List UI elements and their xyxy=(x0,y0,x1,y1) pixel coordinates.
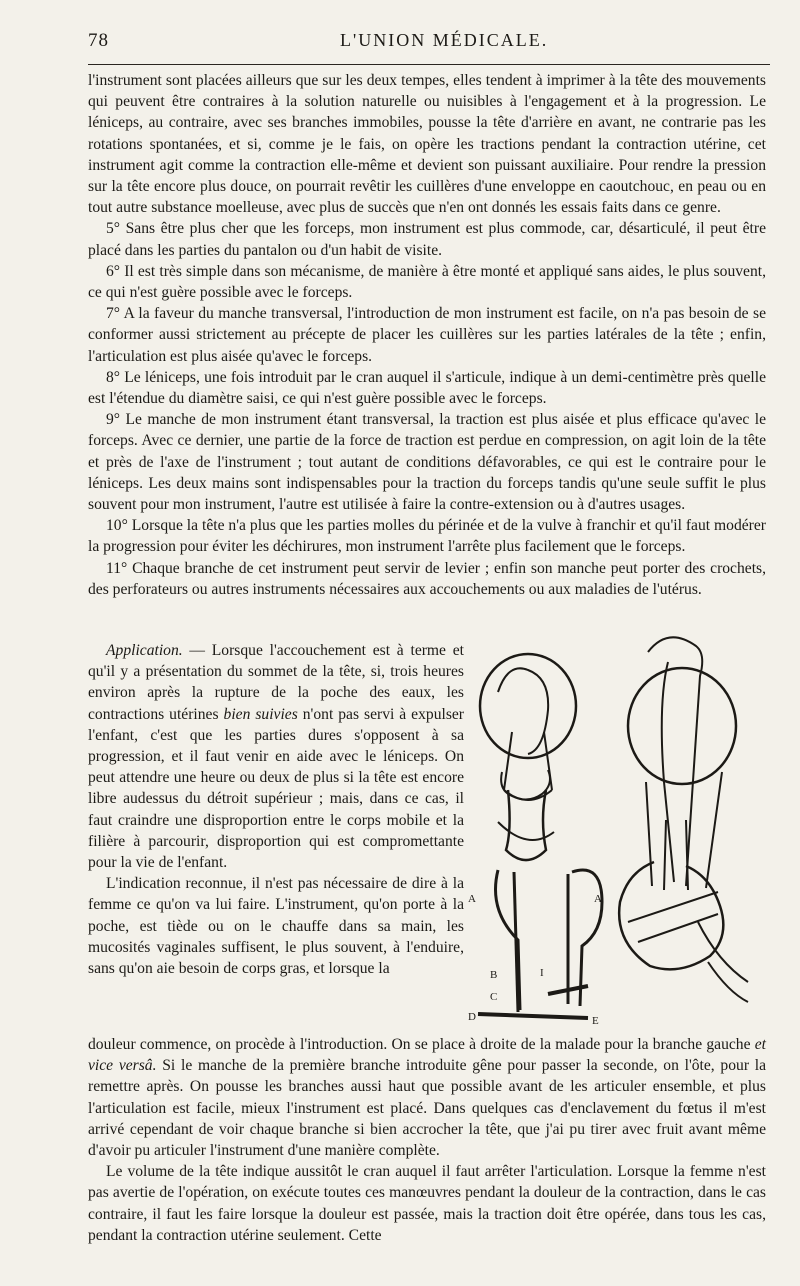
engraving xyxy=(478,637,748,1018)
paragraph: 7° A la faveur du manche transversal, l'introduction de mon instrument est facile, on n'a pas besoin de se conformer aussi strictement au précepte de placer les cuillères sur les parties latérales de la tête ; enfin, l'articulation est plus aisée qu'avec le forceps. xyxy=(88,305,766,365)
paragraph: Le volume de la tête indique aussitôt le cran auquel il faut arrêter l'articulation. Lorsque la femme n'est pas avertie de l'opération, on exécute toutes ces manœuvres pendant la douleur de la contraction, dans le cas contraire, il faut les faire lorsque la douleur est passée, mais la traction doit être opérée, dans tous les cas, pendant la contraction utérine seulement. Cette xyxy=(88,1163,766,1244)
header-rule xyxy=(88,64,770,65)
bottom-text-block xyxy=(88,1034,766,1246)
figure-label: C xyxy=(490,991,498,1003)
paragraph: 9° Le manche de mon instrument étant transversal, la traction est plus aisée et plus efficace qu'avec le forceps. Avec ce dernier, une partie de la force de traction est perdue en compression, on agit loin de la tête et près de l'axe de l'instrument ; tout autant de conditions défavorables, ce qui est le contraire pour le léniceps. Les deux mains sont indispensables pour la traction du forceps tandis qu'une seule suffit le plus souvent pour mon instrument, l'autre est utilisée à faire la contre-extension ou à d'autres usages. xyxy=(88,411,766,514)
emphasis: bien suivies xyxy=(223,705,298,723)
paragraph: l'instrument sont placées ailleurs que sur les deux tempes, elles tendent à imprimer à la tête des mouvements qui peuvent être contraires à la solution naturelle ou nuisibles à l'engagement et à la progression. Le léniceps, au contraire, avec ses branches immobiles, pousse la tête d'arrière en avant, ne contrarie pas les rotations spontanées, et si, comme je le fais, on opère les tractions pendant la contraction utérine, cet instrument agit comme la contraction elle-même et devient son puissant auxiliaire. Pour rendre la pression sur la tête encore plus douce, on pourrait revêtir les cuillères d'une enveloppe en caoutchouc, en peau ou en tout autre substance moelleuse, avec plus de succès que n'en ont donnés les essais faits dans ce genre. xyxy=(88,72,766,217)
figure-label: E xyxy=(592,1015,599,1027)
paragraph: 11° Chaque branche de cet instrument peut servir de levier ; enfin son manche peut porter des crochets, des perforateurs ou autres instruments nécessaires aux accouchements ou aux maladies de l'utérus. xyxy=(88,559,766,598)
text-run: — Lorsque l'accouchement est à terme et qu'il y a présentation du sommet de la tête, si, trois heures environ après la rupture de la poche des eaux, les contractions utérines xyxy=(88,642,464,723)
text-run: douleur commence, on procède à l'introduction. On se place à droite de la malade pour la branche gauche xyxy=(88,1036,755,1053)
paragraph xyxy=(88,640,464,873)
figure-label: A xyxy=(468,893,476,905)
paragraph: 8° Le léniceps, une fois introduit par le cran auquel il s'articule, indique à un demi-centimètre près quelle est l'étendue du diamètre saisi, ce qui n'est guère possible avec le forceps. xyxy=(88,368,766,408)
running-header xyxy=(88,30,770,56)
emphasis: et vice versâ. xyxy=(88,1036,766,1075)
paragraph: 10° Lorsque la tête n'a plus que les parties molles du périnée et de la vulve à franchir et qu'il faut modérer la progression pour éviter les déchirures, mon instrument l'arrête plus facilement que le forceps. xyxy=(88,517,766,556)
leniceps-illustration xyxy=(468,622,768,1038)
page-number: 78 xyxy=(88,30,109,51)
journal-title: L'UNION MÉDICALE. xyxy=(340,30,549,50)
paragraph: 6° Il est très simple dans son mécanisme, de manière à être monté et appliqué sans aides, le plus souvent, ce qui n'est guère possible avec le forceps. xyxy=(88,262,766,302)
figure-label: A xyxy=(594,893,602,905)
text-run: n'ont pas servi à expulser l'enfant, c'est que les parties dures s'opposent à sa progression, et il faut venir en aide avec le léniceps. On peut attendre une heure ou deux de plus si la tête est encore libre audessus du détroit supérieur ; mais, dans ce cas, il faut craindre une disproportion entre le corps mobile et la filière à parcourir, disproportion qui est compromettante pour la vie de l'enfant. xyxy=(88,705,465,872)
text-run: Si le manche de la première branche introduite gêne pour passer la seconde, on l'ôte, pour la remettre après. On pousse les branches aussi haut que possible avant de les articuler ensemble, et plus l'articulation est facile, mieux l'instrument est placé. Dans quelques cas d'enclavement du fœtus il m'est arrivé cependant de voir chaque branche si bien accrocher la tête, que j'ai pu tirer avec fruit avant même d'avoir pu articuler l'instrument d'une manière complète. xyxy=(88,1057,767,1160)
figure-label: B xyxy=(490,969,498,981)
figure-label: I xyxy=(540,967,544,979)
paragraph: L'indication reconnue, il n'est pas nécessaire de dire à la femme ce qu'on va lui faire. L'instrument, qu'on porte à la poche, est tiède ou on le chauffe dans sa main, les mucosités vaginales suffisent, le plus souvent, à l'enduire, sans qu'on aie besoin de corps gras, et lorsque la xyxy=(88,875,464,978)
figure-label: D xyxy=(468,1011,476,1023)
top-text-block xyxy=(88,70,766,600)
paragraph xyxy=(88,1034,766,1161)
section-lead: Application. xyxy=(106,642,183,659)
paragraph: 5° Sans être plus cher que les forceps, mon instrument est plus commode, car, désarticulé, il peut être placé dans les parties du pantalon ou d'un habit de visite. xyxy=(88,220,766,259)
application-column xyxy=(88,640,464,979)
